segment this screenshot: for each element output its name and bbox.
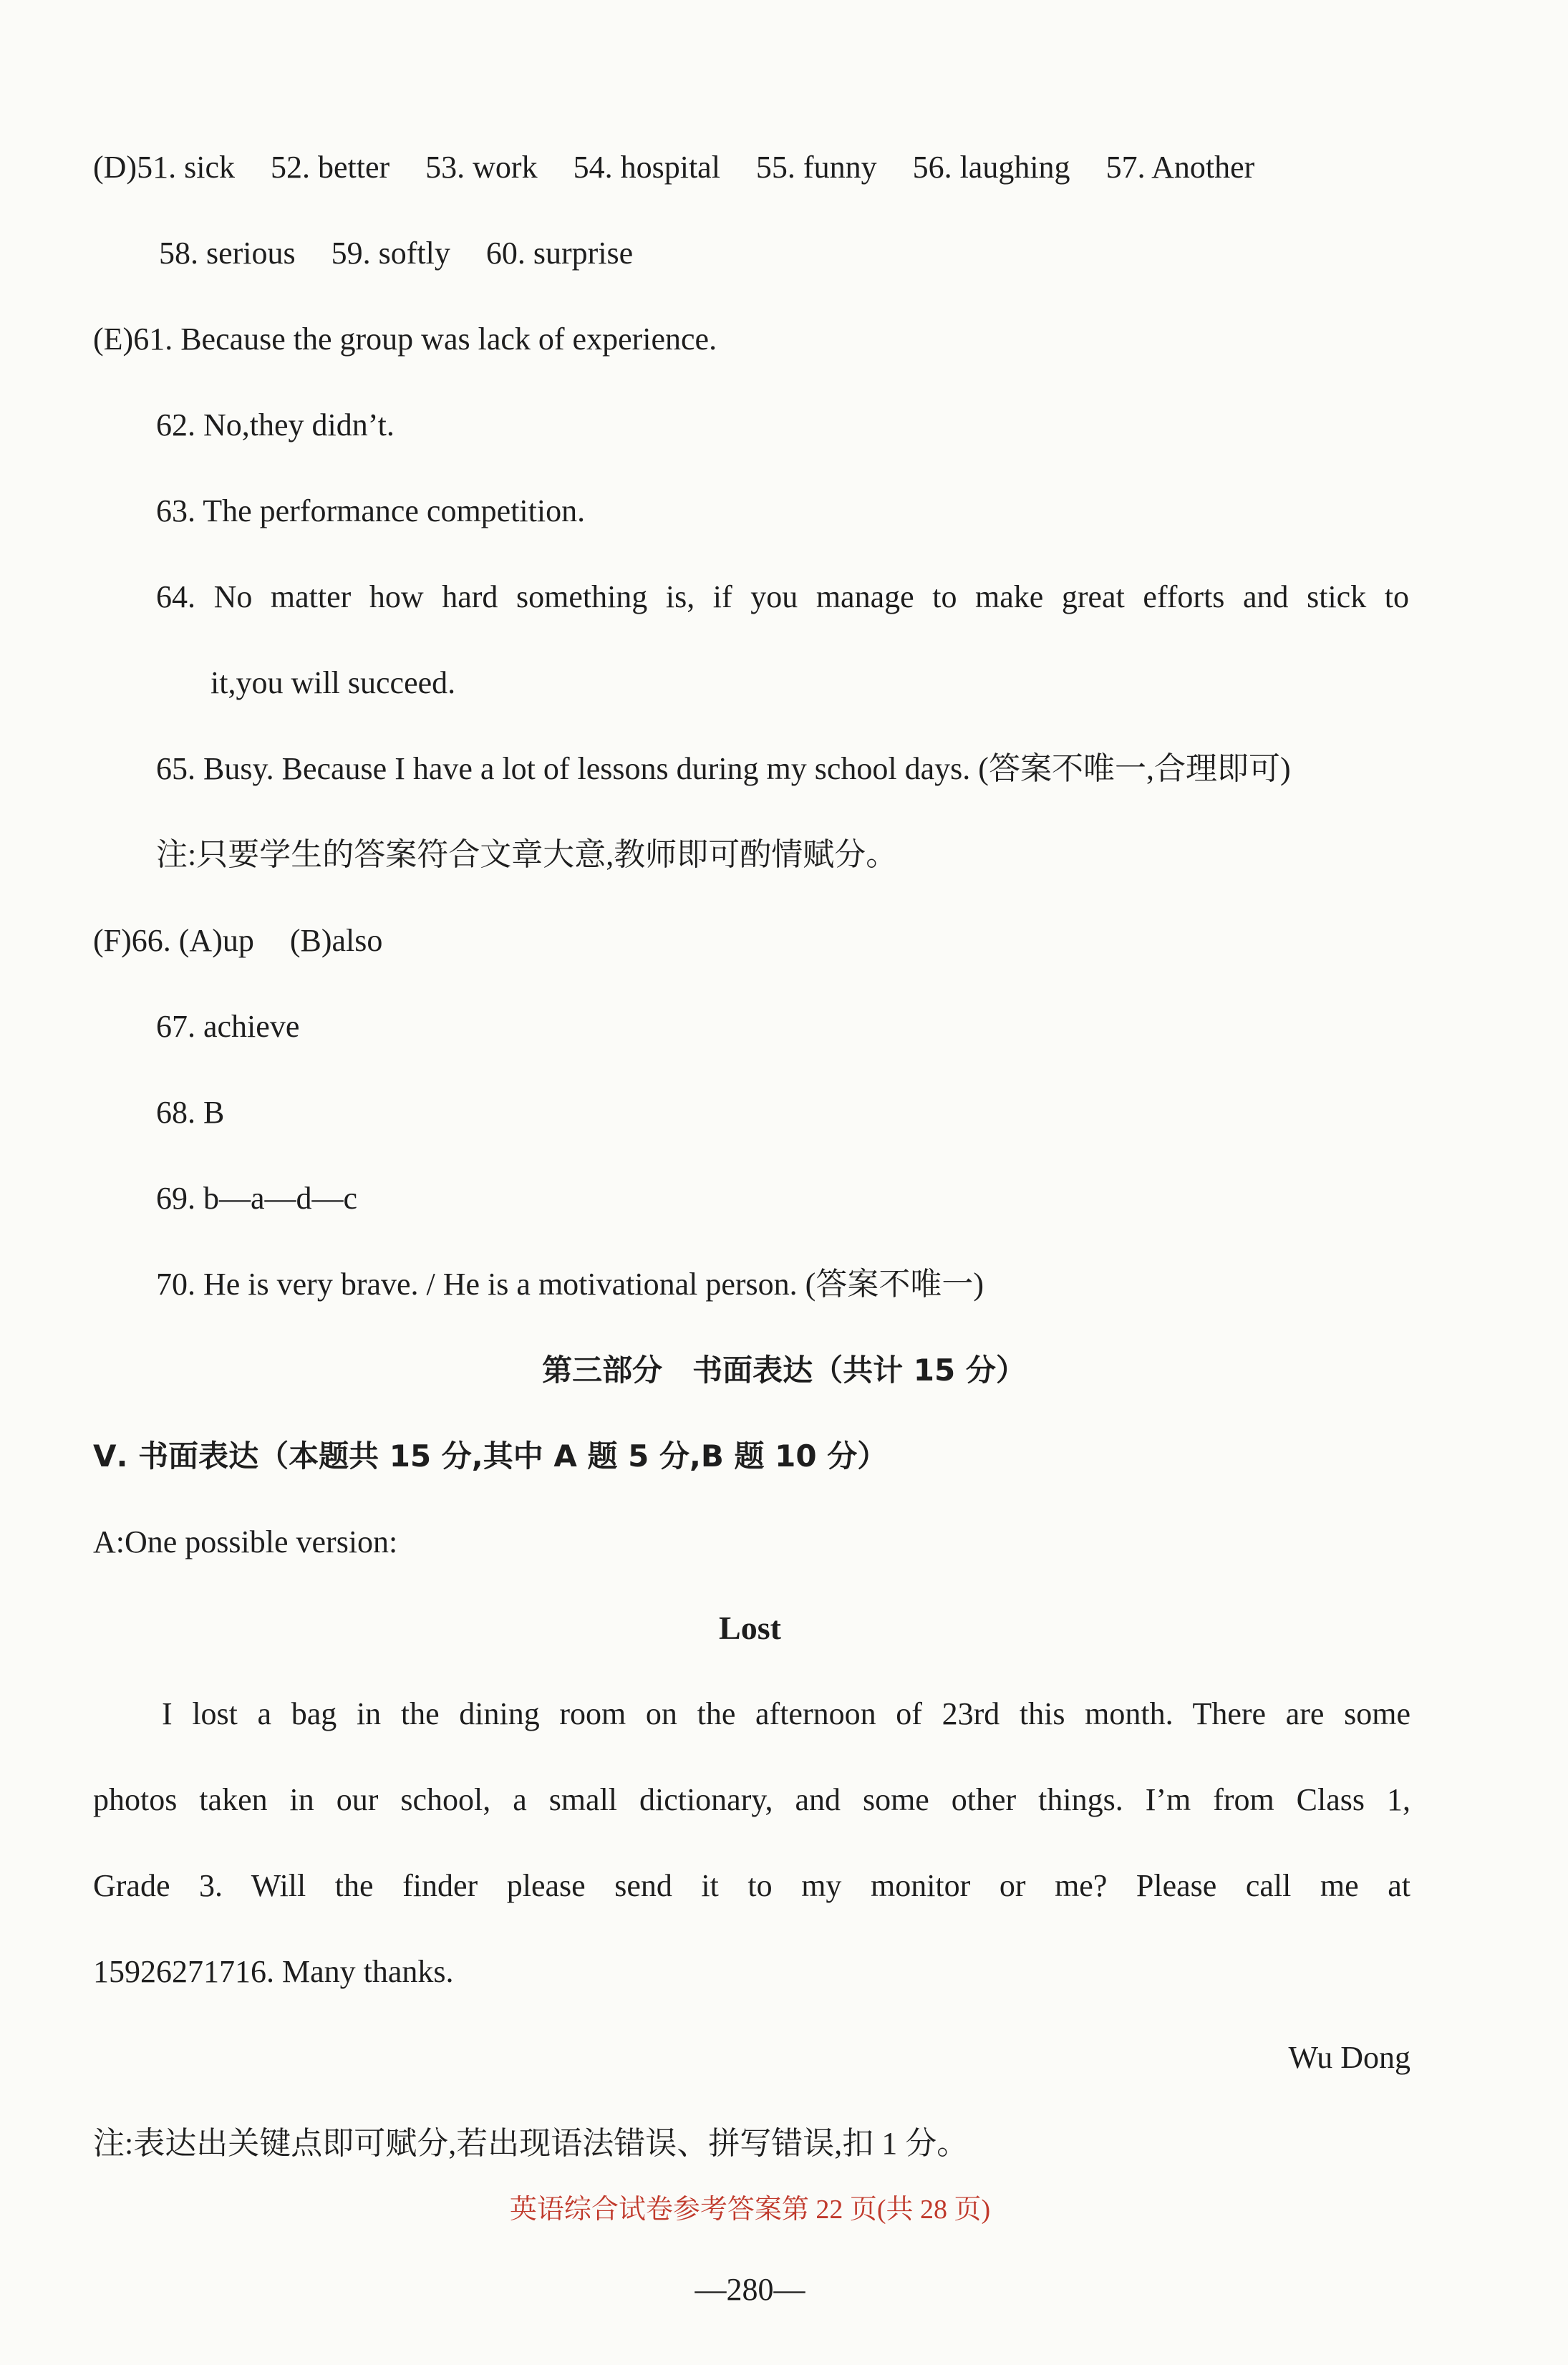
essay-line-1: I lost a bag in the dining room on the afternoon of 23rd this month. There are some	[162, 1696, 1410, 1731]
essay-title: Lost	[719, 1610, 781, 1646]
section-d-label: (D)	[93, 150, 137, 185]
answer-58: 58. serious	[159, 236, 296, 271]
footer-caption: 英语综合试卷参考答案第 22 页(共 28 页)	[509, 2195, 991, 2225]
answer-61: 61. Because the group was lack of experience.	[133, 321, 717, 357]
part-3-heading: 第三部分 书面表达（共计 15 分）	[542, 1353, 1026, 1388]
version-label: A:One possible version:	[93, 1524, 398, 1559]
section-f-label: (F)	[93, 923, 132, 958]
answer-62: 62. No,they didn’t.	[156, 407, 395, 442]
section-d-row-2	[159, 232, 633, 275]
section-e-note: 注:只要学生的答案符合文章大意,教师即可酌情赋分。	[156, 837, 898, 872]
answer-65: 65. Busy. Because I have a lot of lessons during my school days. (答案不唯一,合理即可)	[156, 751, 1291, 786]
section-e-label: (E)	[93, 321, 134, 357]
essay-signature: Wu Dong	[1288, 2040, 1410, 2075]
answer-66b: (B)also	[289, 923, 383, 958]
answer-66a: 66. (A)up	[131, 923, 254, 958]
answer-52: 52. better	[270, 150, 390, 185]
page-number: —280—	[695, 2272, 805, 2307]
section-v-heading: Ⅴ. 书面表达（本题共 15 分,其中 A 题 5 分,B 题 10 分）	[93, 1438, 888, 1474]
answer-55: 55. funny	[755, 150, 877, 185]
answer-70: 70. He is very brave. / He is a motivational person. (答案不唯一)	[156, 1267, 984, 1302]
essay-line-4: 15926271716. Many thanks.	[93, 1954, 454, 1989]
part-3-note: 注:表达出关键点即可赋分,若出现语法错误、拼写错误,扣 1 分。	[93, 2126, 969, 2161]
answer-69: 69. b—a—d—c	[156, 1181, 358, 1216]
section-f-q66	[93, 919, 382, 962]
answer-64-line-2: it,you will succeed.	[210, 665, 456, 700]
answer-68: 68. B	[156, 1095, 225, 1130]
answer-56: 56. laughing	[912, 150, 1070, 185]
answer-60: 60. surprise	[485, 236, 634, 271]
answer-64-line-1: 64. No matter how hard something is, if you manage to make great efforts and stick to	[156, 579, 1409, 614]
answer-63: 63. The performance competition.	[156, 493, 586, 528]
essay-line-3: Grade 3. Will the finder please send it to my monitor or me? Please call me at	[93, 1868, 1410, 1903]
answer-51: 51. sick	[137, 150, 235, 185]
answer-57: 57. Another	[1105, 150, 1255, 185]
essay-line-2: photos taken in our school, a small dictionary, and some other things. I’m from Class 1,	[93, 1782, 1410, 1817]
answer-67: 67. achieve	[156, 1009, 300, 1044]
section-d-row-1	[93, 146, 1254, 189]
answer-54: 54. hospital	[573, 150, 720, 185]
answer-59: 59. softly	[331, 236, 450, 271]
answer-53: 53. work	[425, 150, 538, 185]
section-e-q61	[93, 318, 717, 361]
